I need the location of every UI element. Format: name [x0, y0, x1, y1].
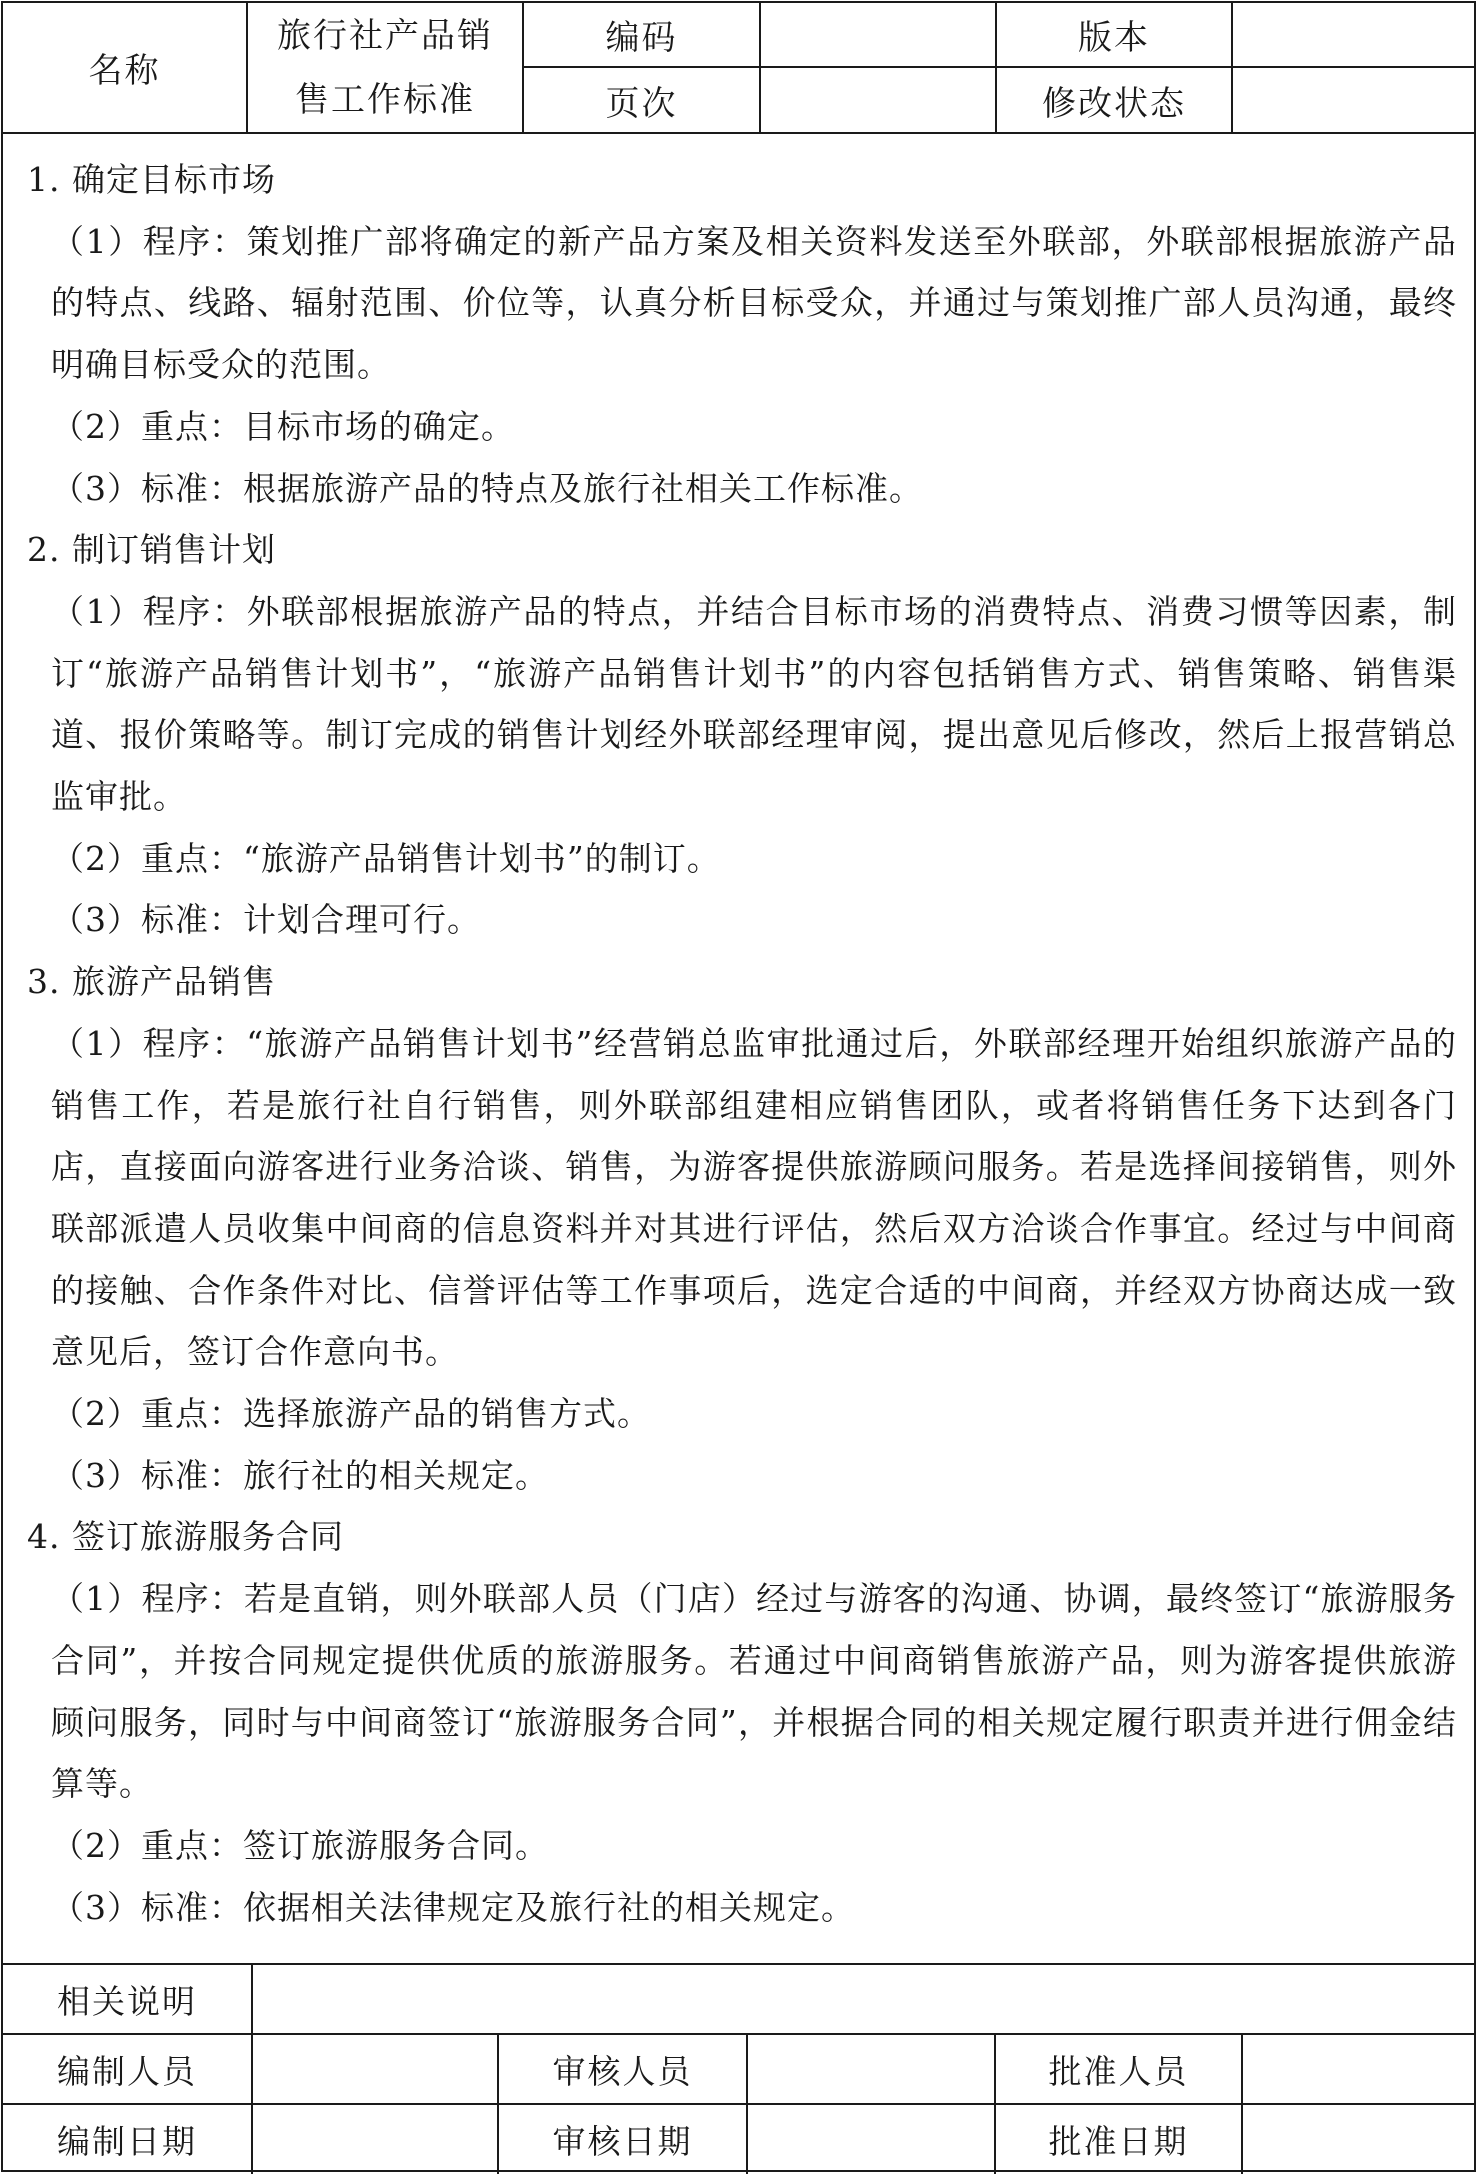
prepared-date-label: 编制日期 — [57, 2122, 197, 2161]
document-title-line1: 旅行社产品销 — [277, 15, 493, 56]
prepared-by-label: 编制人员 — [57, 2051, 197, 2091]
reviewed-date-value — [748, 2105, 994, 2174]
reviewed-date-label: 审核日期 — [552, 2122, 693, 2161]
section-item: （3）标准：根据旅游产品的特点及旅行社相关工作标准。 — [51, 468, 923, 508]
notes-label: 相关说明 — [57, 1981, 197, 2021]
section-heading: 2. 制订销售计划 — [27, 530, 276, 570]
footer-table — [3, 1963, 1474, 2174]
prepared-by-value — [253, 2035, 497, 2103]
revision-label: 修改状态 — [1042, 83, 1186, 124]
page-label: 页次 — [605, 83, 678, 124]
reviewed-by-label: 审核人员 — [552, 2051, 693, 2091]
approved-by-label: 批准人员 — [1048, 2051, 1189, 2091]
approved-by-value — [1243, 2035, 1474, 2103]
approved-date-value — [1243, 2105, 1474, 2174]
code-value — [761, 3, 995, 66]
version-value — [1233, 3, 1474, 66]
reviewed-by-value — [748, 2035, 994, 2103]
section-item: （1）程序：“旅游产品销售计划书”经营销总监审批通过后，外联部经理开始组织旅游产品的销售工作，若是旅行社自行销售，则外联部组建相应销售团队，或者将销售任务下达到各门店，直接面向游客进行业务洽谈、销售，为游客提供旅游顾问服务。若是选择间接销售，则外联部派遣人员收集中间商的信息资料并对其进行评估，然后双方洽谈合作事宜。经过与中间商的接触、合作条件对比、信誉评估等工作事项后，选定合适的中间商，并经双方协商达成一致意见后，签订合作意向书。 — [51, 1023, 1457, 1372]
section-heading: 3. 旅游产品销售 — [27, 962, 276, 1002]
code-label: 编码 — [605, 18, 678, 58]
header-table — [3, 3, 1474, 134]
section-item: （2）重点：目标市场的确定。 — [51, 406, 515, 446]
section-heading: 1. 确定目标市场 — [27, 160, 276, 199]
section-item: （2）重点：选择旅游产品的销售方式。 — [51, 1394, 651, 1434]
revision-value — [1233, 68, 1474, 132]
name-label: 名称 — [88, 51, 161, 91]
section-item: （3）标准：旅行社的相关规定。 — [51, 1455, 549, 1495]
section-item: （2）重点：“旅游产品销售计划书”的制订。 — [51, 838, 721, 878]
document-title — [248, 3, 522, 132]
section-item: （1）程序：策划推广部将确定的新产品方案及相关资料发送至外联部，外联部根据旅游产品的特点、线路、辐射范围、价位等，认真分析目标受众，并通过与策划推广部人员沟通，最终明确目标受众的范围。 — [51, 221, 1457, 385]
section-item: （1）程序：外联部根据旅游产品的特点，并结合目标市场的消费特点、消费习惯等因素，制订“旅游产品销售计划书”，“旅游产品销售计划书”的内容包括销售方式、销售策略、销售渠道、报价策略等。制订完成的销售计划经外联部经理审阅，提出意见后修改，然后上报营销总监审批。 — [51, 591, 1457, 817]
section-item: （3）标准：依据相关法律规定及旅行社的相关规定。 — [51, 1887, 855, 1927]
body-content — [27, 149, 1457, 1949]
section-item: （1）程序：若是直销，则外联部人员（门店）经过与游客的沟通、协调，最终签订“旅游服务合同”，并按合同规定提供优质的旅游服务。若通过中间商销售旅游产品，则为游客提供旅游顾问服务，同时与中间商签订“旅游服务合同”，并根据合同的相关规定履行职责并进行佣金结算等。 — [51, 1579, 1457, 1804]
document-form — [1, 1, 1476, 2172]
approved-date-label: 批准日期 — [1048, 2122, 1189, 2161]
document-title-line2: 售工作标准 — [295, 79, 475, 120]
notes-value — [253, 1965, 1474, 2033]
section-item: （3）标准：计划合理可行。 — [51, 900, 481, 940]
version-label: 版本 — [1078, 18, 1150, 58]
prepared-date-value — [253, 2105, 497, 2174]
section-heading: 4. 签订旅游服务合同 — [27, 1517, 344, 1557]
page-value — [761, 68, 995, 132]
grid-line — [3, 132, 1474, 134]
section-item: （2）重点：签订旅游服务合同。 — [51, 1825, 549, 1865]
